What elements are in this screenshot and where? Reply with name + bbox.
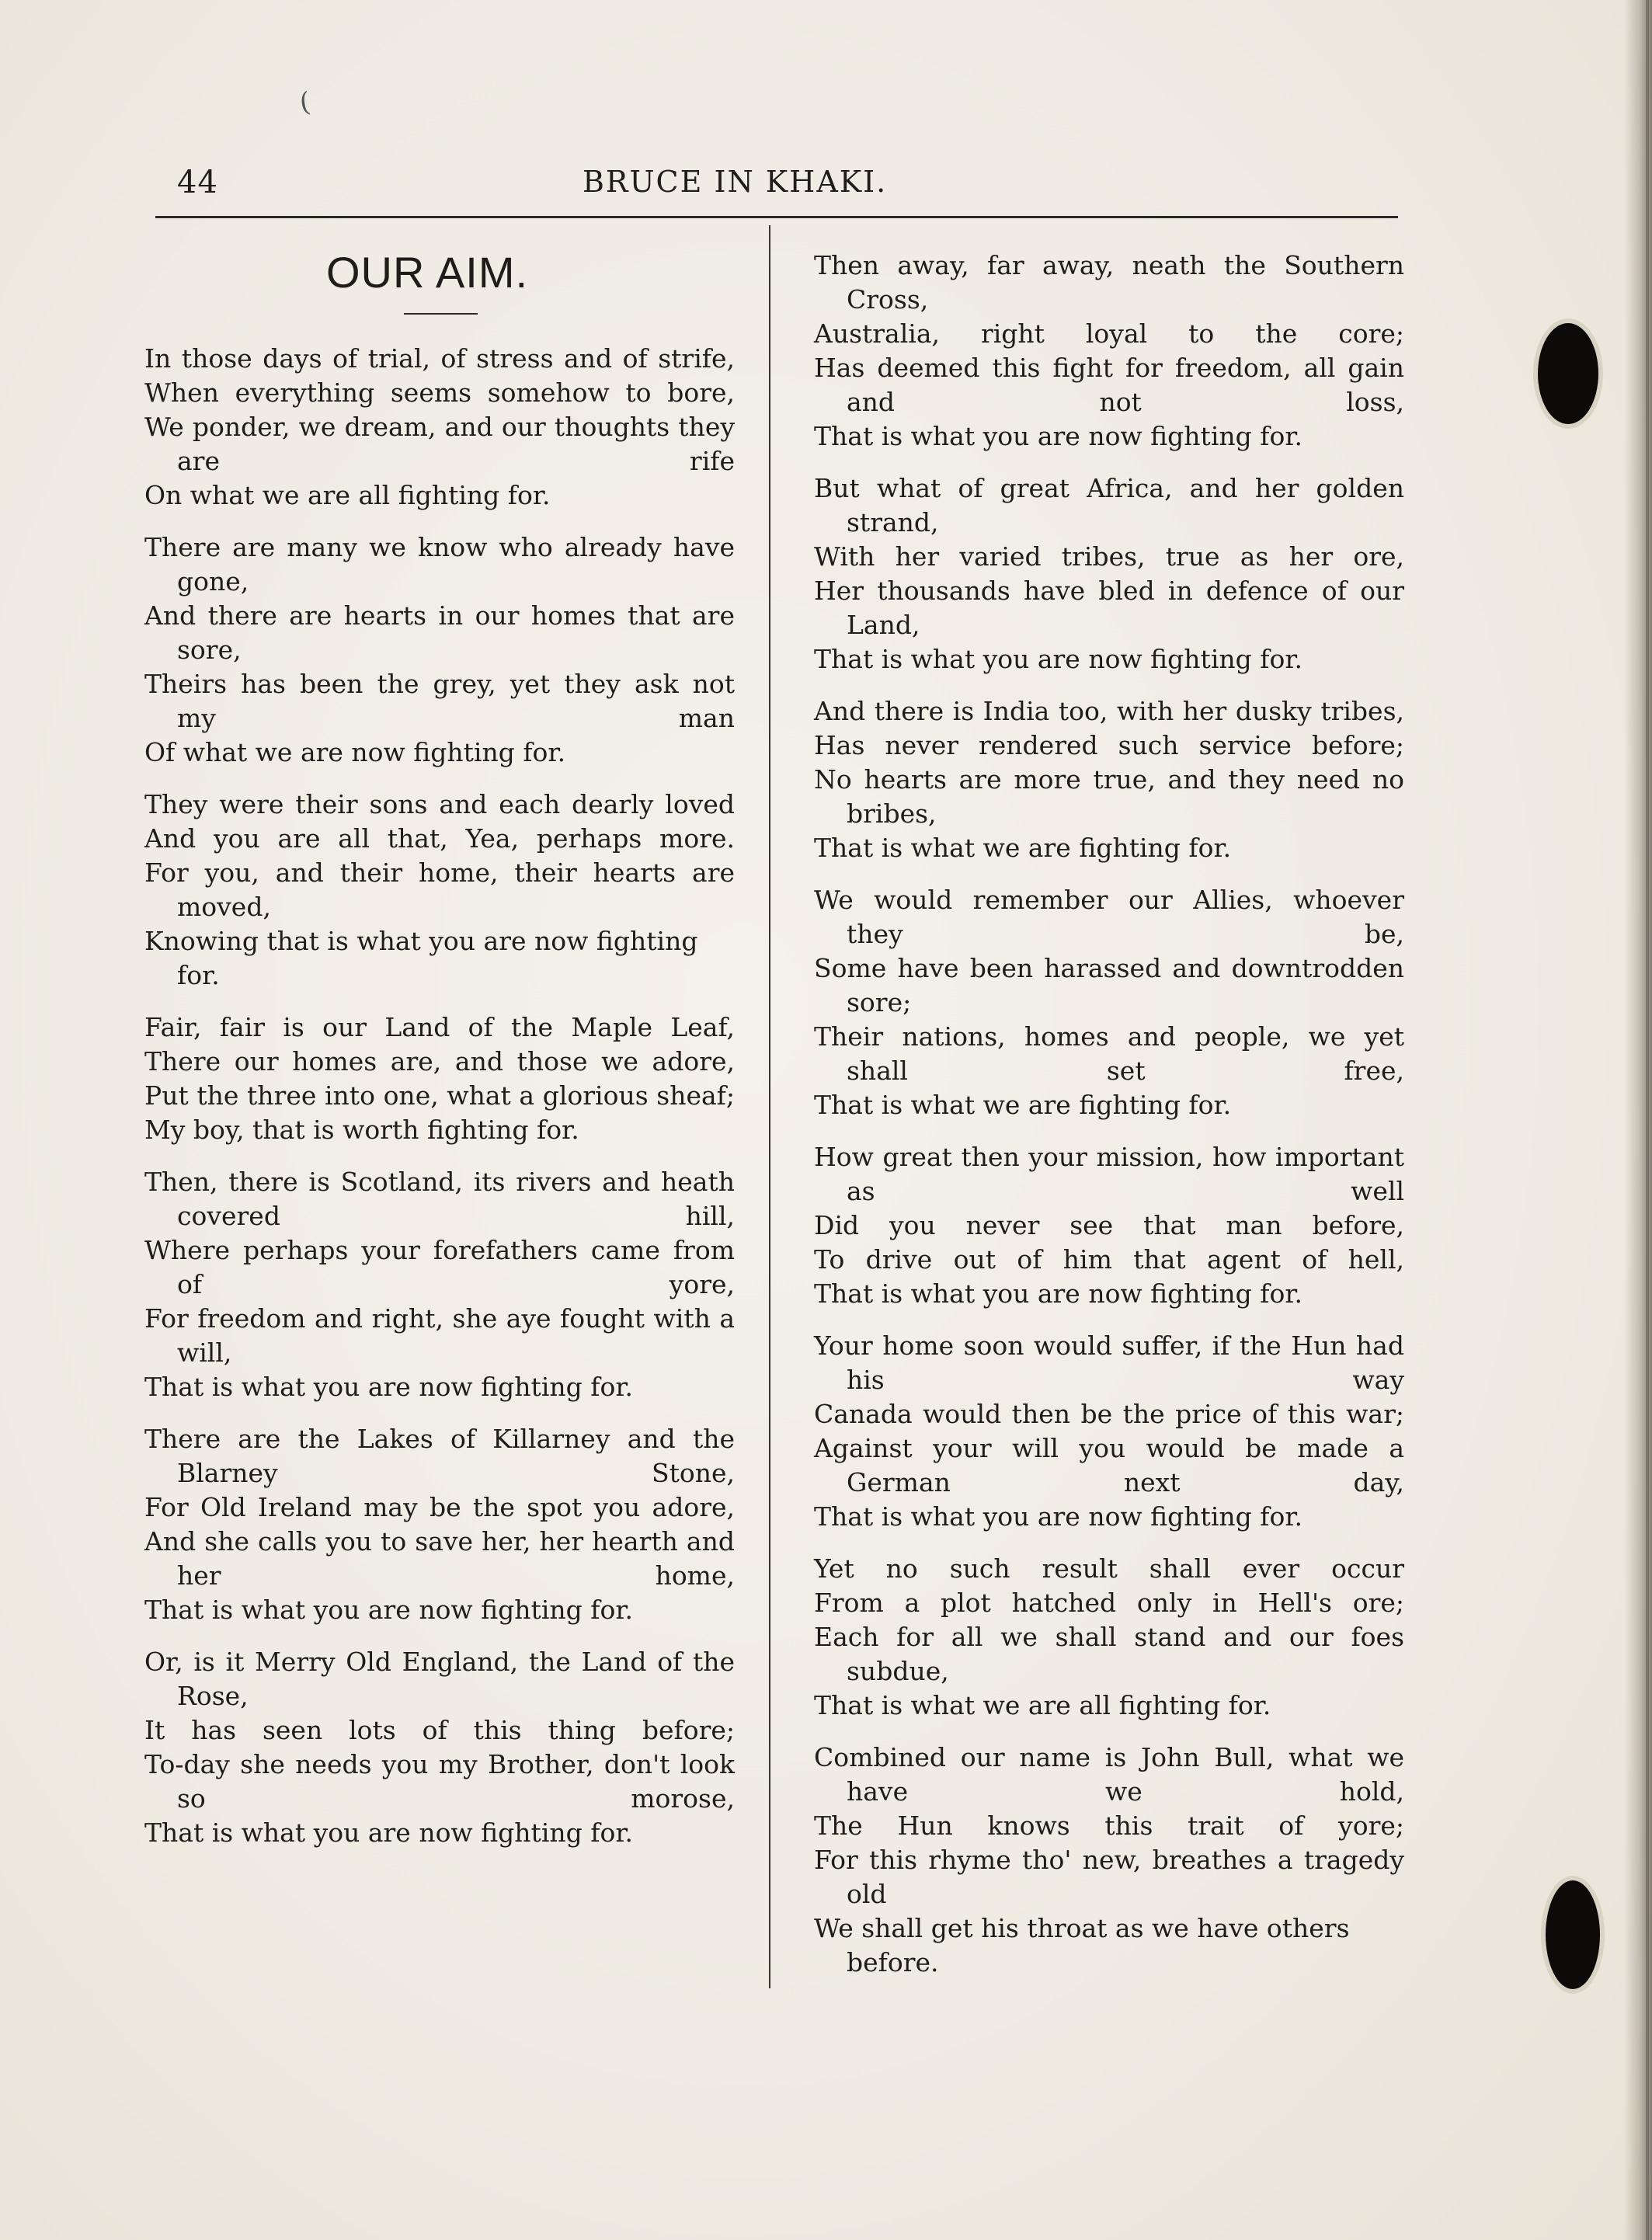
poem-line: We ponder, we dream, and our thoughts they are rife [144, 412, 735, 476]
poem-line: Has deemed this fight for freedom, all gain and not loss, [814, 353, 1404, 417]
poem-line: Then, there is Scotland, its rivers and heath covered hill, [144, 1167, 735, 1231]
poem-line: To drive out of him that agent of hell, [814, 1244, 1404, 1275]
poem-line: And there are hearts in our homes that are sore, [144, 600, 735, 665]
poem-line: That is what we are fighting for. [814, 1090, 1232, 1120]
poem-line: To-day she needs you my Brother, don't look so morose, [144, 1749, 735, 1814]
poem-line: And you are all that, Yea, perhaps more. [144, 823, 735, 854]
poem-line: Yet no such result shall ever occur [814, 1553, 1404, 1584]
stanza [814, 249, 1404, 454]
stanza [144, 1165, 735, 1404]
poem-line: There our homes are, and those we adore, [144, 1046, 735, 1077]
stanza [814, 1329, 1404, 1534]
poem-title: OUR AIM. [326, 248, 529, 297]
poem-line: Where perhaps your forefathers came from of yore, [144, 1235, 735, 1299]
poem-line: We shall get his throat as we have others before. [814, 1913, 1350, 1977]
poem-line: It has seen lots of this thing before; [144, 1715, 735, 1745]
binding-hole-bottom [1541, 1876, 1605, 1994]
stanza [814, 1552, 1404, 1723]
poem-line: Her thousands have bled in defence of our Land, [814, 576, 1404, 640]
stanza [144, 788, 735, 993]
poem-line: That is what we are fighting for. [814, 833, 1232, 863]
poem-line: That is what you are now fighting for. [814, 1501, 1302, 1532]
poem-line: Canada would then be the price of this war; [814, 1399, 1404, 1429]
poem-line: They were their sons and each dearly loved [144, 789, 735, 819]
poem-line: But what of great Africa, and her golden strand, [814, 473, 1404, 537]
header-rule [155, 216, 1398, 218]
poem-left-column [144, 342, 735, 1868]
poem-line: We would remember our Allies, whoever they be, [814, 885, 1404, 949]
stanza [814, 1140, 1404, 1311]
poem-line: That is what you are now fighting for. [814, 1278, 1302, 1309]
poem-line: Fair, fair is our Land of the Maple Leaf, [144, 1012, 735, 1042]
stanza [144, 1010, 735, 1147]
poem-line: Put the three into one, what a glorious sheaf; [144, 1080, 735, 1111]
poem-line: Combined our name is John Bull, what we have we hold, [814, 1742, 1404, 1807]
poem-line: When everything seems somehow to bore, [144, 377, 735, 408]
poem-line: That is what you are now fighting for. [814, 421, 1302, 451]
poem-line: For you, and their home, their hearts are moved, [144, 857, 735, 922]
poem-line: For this rhyme tho' new, breathes a tragedy old [814, 1845, 1404, 1909]
poem-line: Of what we are now fighting for. [144, 737, 566, 767]
book-title: BRUCE IN KHAKI. [583, 165, 888, 199]
poem-line: Your home soon would suffer, if the Hun had his way [814, 1330, 1404, 1395]
stanza [144, 530, 735, 770]
page-edge-line [1646, 0, 1649, 2240]
title-rule [404, 313, 478, 315]
poem-line: With her varied tribes, true as her ore, [814, 541, 1404, 572]
poem-line: Or, is it Merry Old England, the Land of the Rose, [144, 1647, 735, 1711]
poem-line: Theirs has been the grey, yet they ask not my man [144, 669, 735, 733]
poem-line: Then away, far away, neath the Southern Cross, [814, 250, 1404, 315]
poem-line: There are the Lakes of Killarney and the Blarney Stone, [144, 1424, 735, 1488]
binding-hole-top [1533, 318, 1603, 429]
stanza [144, 342, 735, 513]
poem-line: And she calls you to save her, her hearth and her home, [144, 1526, 735, 1591]
stanza [814, 471, 1404, 677]
stanza [144, 1645, 735, 1850]
poem-line: Australia, right loyal to the core; [814, 318, 1404, 349]
page-number: 44 [177, 165, 218, 200]
poem-line: Some have been harassed and downtrodden sore; [814, 953, 1404, 1017]
margin-mark: ( [297, 86, 312, 119]
poem-line: That is what you are now fighting for. [814, 644, 1302, 674]
poem-right-column [814, 249, 1404, 1998]
poem-line: There are many we know who already have gone, [144, 532, 735, 597]
stanza [814, 883, 1404, 1122]
poem-line: No hearts are more true, and they need no bribes, [814, 764, 1404, 829]
poem-line: Each for all we shall stand and our foes subdue, [814, 1622, 1404, 1686]
poem-line: My boy, that is worth fighting for. [144, 1115, 579, 1145]
poem-line: Did you never see that man before, [814, 1210, 1404, 1240]
poem-line: Knowing that is what you are now fighting for. [144, 926, 698, 990]
poem-line: For freedom and right, she aye fought with a will, [144, 1303, 735, 1368]
stanza [144, 1422, 735, 1627]
poem-line: From a plot hatched only in Hell's ore; [814, 1588, 1404, 1618]
stanza [814, 1741, 1404, 1980]
stanza [814, 694, 1404, 865]
poem-line: That is what we are all fighting for. [814, 1690, 1271, 1720]
poem-line: And there is India too, with her dusky tribes, [814, 696, 1404, 726]
poem-line: How great then your mission, how important as well [814, 1142, 1404, 1206]
poem-line: Has never rendered such service before; [814, 730, 1404, 760]
poem-line: In those days of trial, of stress and of strife, [144, 343, 735, 374]
poem-line: Their nations, homes and people, we yet shall set free, [814, 1021, 1404, 1086]
poem-line: On what we are all fighting for. [144, 480, 551, 510]
running-head [0, 165, 1652, 211]
poem-line: The Hun knows this trait of yore; [814, 1810, 1404, 1841]
poem-line: That is what you are now fighting for. [144, 1372, 633, 1402]
poem-line: That is what you are now fighting for. [144, 1817, 633, 1848]
poem-line: For Old Ireland may be the spot you adore, [144, 1492, 735, 1522]
poem-line: Against your will you would be made a German next day, [814, 1433, 1404, 1497]
poem-line: That is what you are now fighting for. [144, 1595, 633, 1625]
column-divider [769, 225, 770, 1988]
